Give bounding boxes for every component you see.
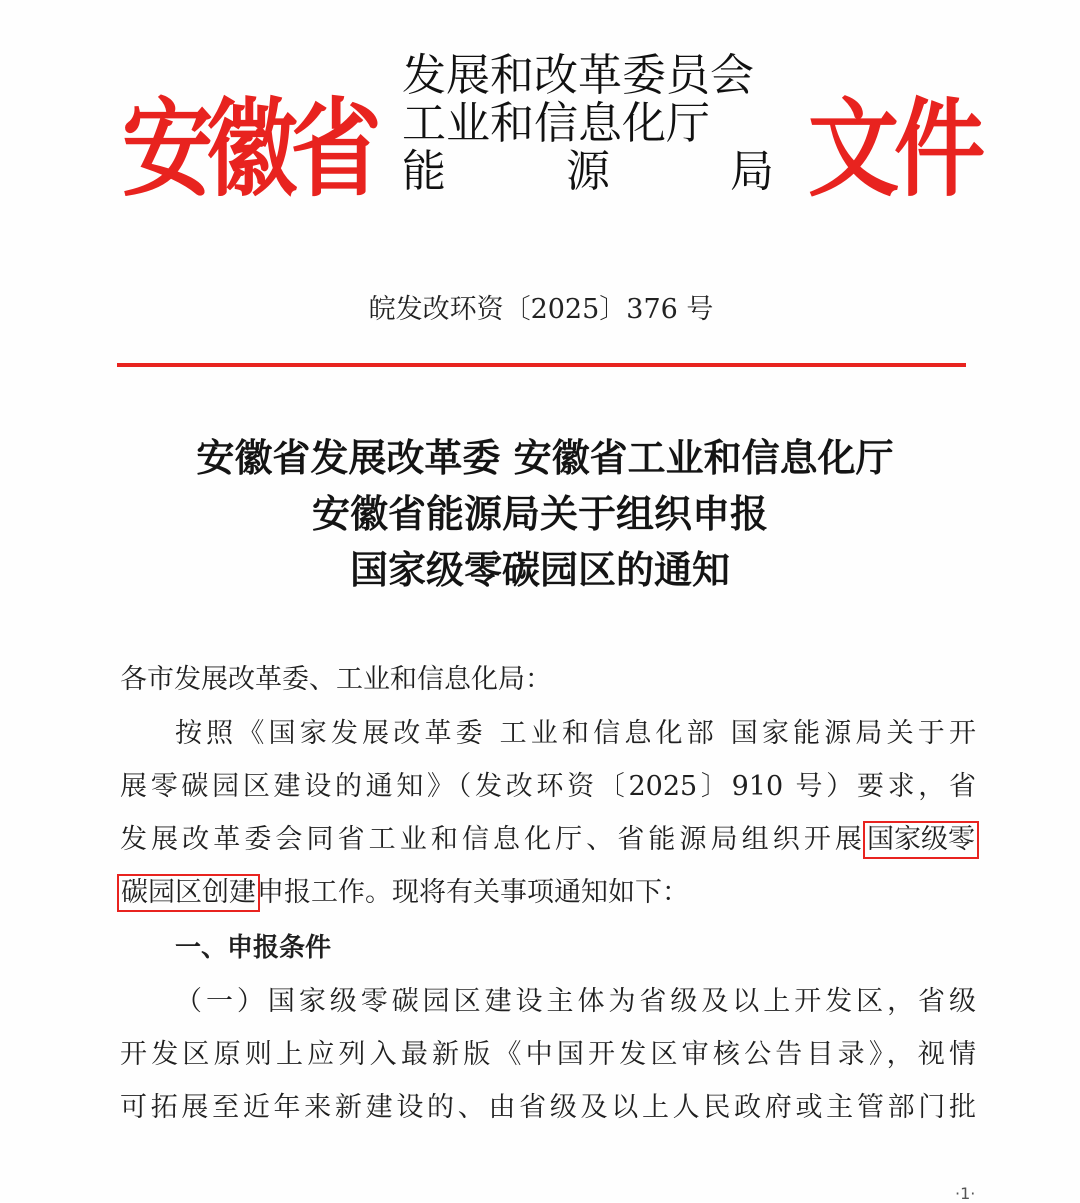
paragraph-2-line-3: 可拓展至近年来新建设的、由省级及以上人民政府或主管部门批: [120, 1092, 976, 1123]
document-title: [0, 430, 1080, 598]
paragraph-1-line-2: 展零碳园区建设的通知》（发改环资〔2025〕910 号）要求，省: [120, 771, 976, 802]
org-energy-part-2: 源: [566, 146, 610, 197]
title-line-2: 安徽省能源局关于组织申报: [311, 491, 768, 536]
title-line-3: 国家级零碳园区的通知: [349, 547, 730, 592]
red-separator-line: [117, 363, 966, 367]
paragraph-1-line-1: 按照《国家发展改革委 工业和信息化部 国家能源局关于开: [175, 718, 976, 749]
red-masthead: [0, 0, 1080, 250]
document-number: [0, 290, 1080, 330]
page-number: ·1·: [955, 1184, 976, 1203]
paragraph-1-line-3-text: 发展改革委会同省工业和信息化厅、省能源局组织开展: [120, 824, 866, 855]
issuing-organizations: [402, 52, 774, 196]
org-energy-part-1: 能: [402, 146, 446, 197]
highlight-box-part-1: 国家级零: [863, 821, 979, 859]
paragraph-1-line-4-text: 申报工作。现将有关事项通知如下：: [257, 877, 689, 908]
document-number-text: 皖发改环资〔2025〕376 号: [368, 294, 714, 325]
paragraph-2-line-2: 开发区原则上应列入最新版《中国开发区审核公告目录》，视情: [120, 1039, 976, 1070]
highlight-box-part-2: 碳园区创建: [117, 874, 260, 912]
org-ndrc: 发展和改革委员会: [402, 50, 754, 101]
org-energy-bureau: [402, 148, 774, 196]
org-energy-part-3: 局: [730, 146, 774, 197]
title-line-1: 安徽省发展改革委 安徽省工业和信息化厅: [196, 435, 894, 480]
province-name: 安徽省: [122, 86, 375, 211]
paragraph-2-line-1: （一）国家级零碳园区建设主体为省级及以上开发区，省级: [175, 986, 976, 1017]
paragraph-1-line-4: [120, 873, 976, 913]
org-miit: 工业和信息化厅: [402, 98, 710, 149]
document-type: 文件: [808, 86, 980, 211]
paragraph-1-line-3: [120, 820, 976, 860]
section-heading-1: 一、申报条件: [175, 933, 332, 963]
addressee: 各市发展改革委、工业和信息化局：: [120, 664, 552, 695]
